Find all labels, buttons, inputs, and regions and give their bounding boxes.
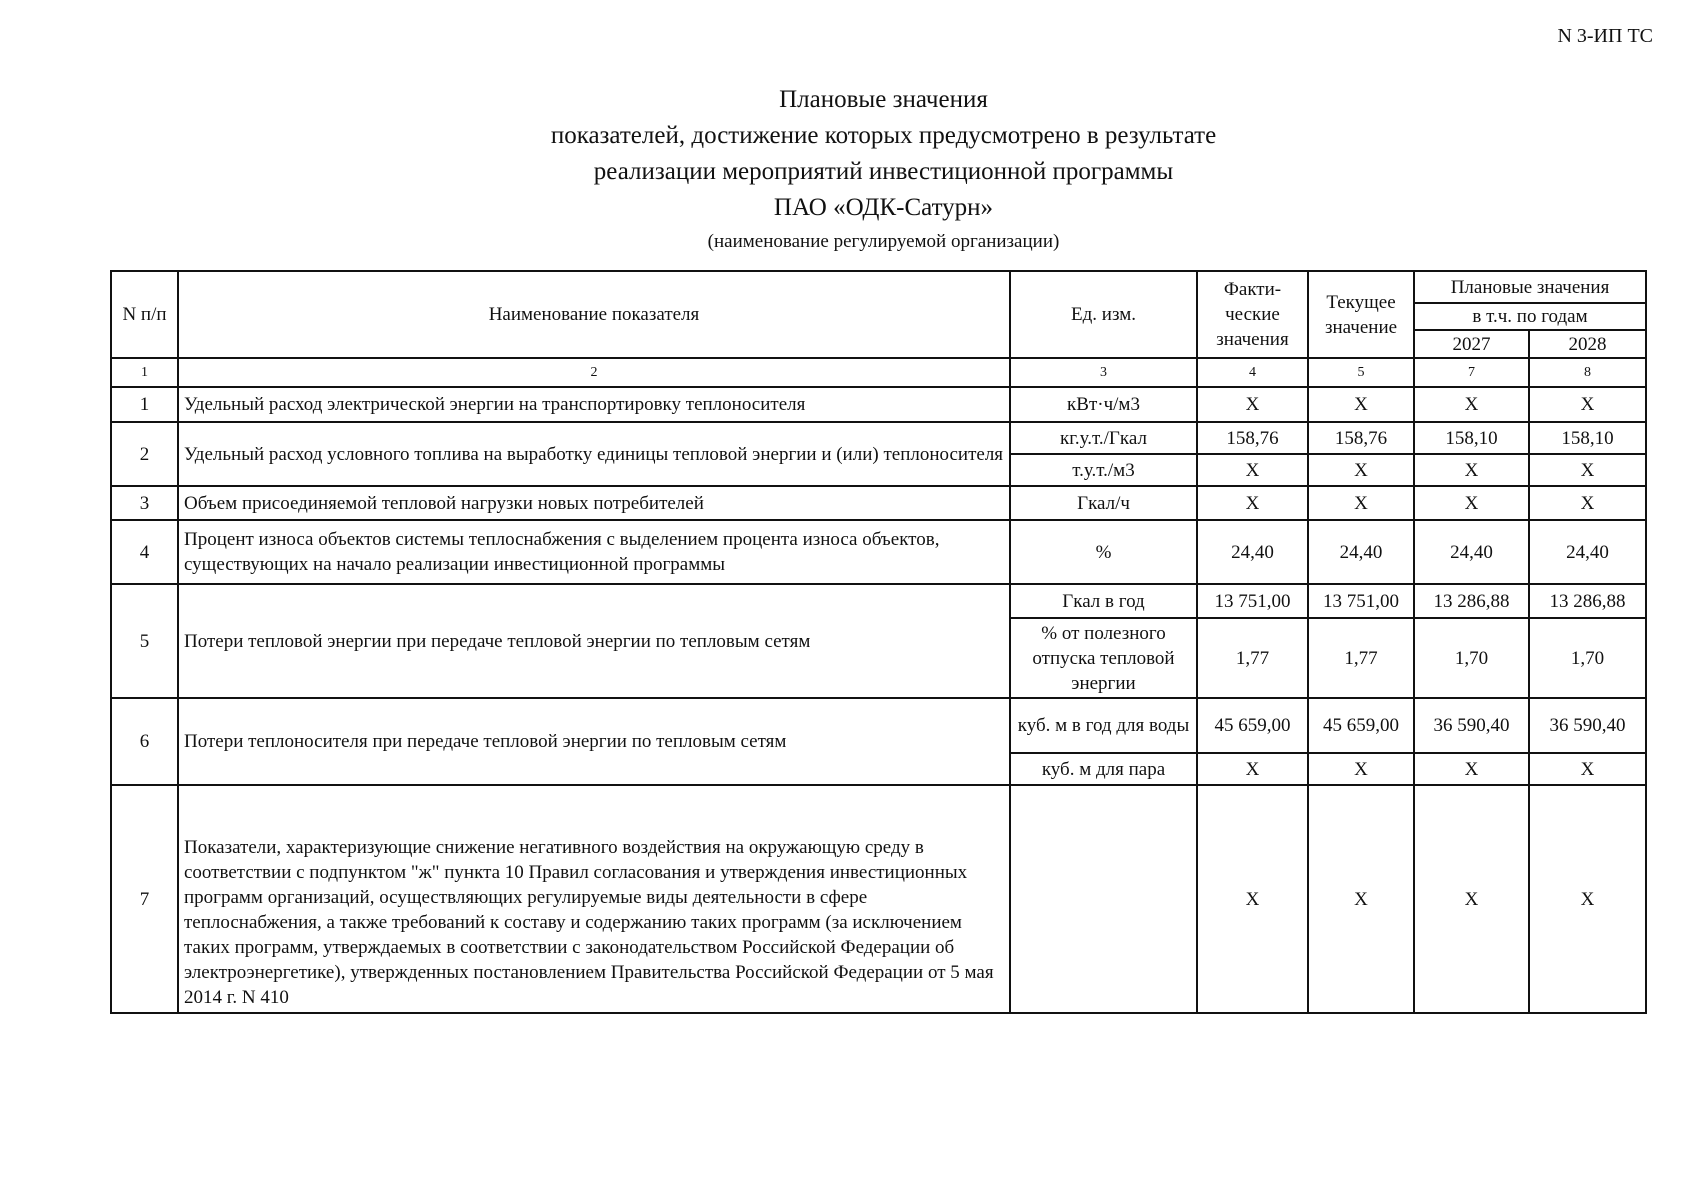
fact-value: 24,40	[1197, 520, 1308, 584]
fact-value: 45 659,00	[1197, 698, 1308, 753]
plan-2028-value: 1,70	[1529, 618, 1646, 698]
row-number: 2	[111, 422, 178, 486]
plan-2027-value: 13 286,88	[1414, 584, 1529, 618]
organization-name: ПАО «ОДК-Сатурн»	[773, 194, 994, 221]
current-value: 13 751,00	[1308, 584, 1414, 618]
fact-value: X	[1197, 387, 1308, 422]
title-line: Плановые значения	[779, 86, 988, 113]
organization-caption: (наименование регулируемой организации)	[707, 231, 1060, 252]
column-numbers-row	[111, 358, 1646, 387]
title-line: показателей, достижение которых предусмотрено в результате	[550, 122, 1217, 149]
plan-2028-value: 24,40	[1529, 520, 1646, 584]
plan-2027-value: X	[1414, 387, 1529, 422]
plan-2028-value: X	[1529, 454, 1646, 486]
row-number: 4	[111, 520, 178, 584]
row-number: 7	[111, 785, 178, 1013]
header-current: Текущее значение	[1308, 271, 1414, 358]
plan-2027-value: X	[1414, 454, 1529, 486]
form-code: N 3-ИП ТС	[1557, 25, 1653, 47]
header-year-2027: 2027	[1414, 330, 1529, 358]
header-name: Наименование показателя	[178, 271, 1010, 358]
header-unit: Ед. изм.	[1010, 271, 1197, 358]
unit-cell: куб. м для пара	[1010, 753, 1197, 785]
unit-cell: % от полезного отпуска тепловой энергии	[1010, 618, 1197, 698]
plan-2028-value: 36 590,40	[1529, 698, 1646, 753]
plan-2027-value: 1,70	[1414, 618, 1529, 698]
indicators-table	[110, 270, 1647, 1014]
plan-2028-value: 158,10	[1529, 422, 1646, 454]
current-value: X	[1308, 785, 1414, 1013]
unit-cell: кВт·ч/м3	[1010, 387, 1197, 422]
plan-2027-value: X	[1414, 785, 1529, 1013]
fact-value: X	[1197, 785, 1308, 1013]
plan-2028-value: X	[1529, 387, 1646, 422]
current-value: 1,77	[1308, 618, 1414, 698]
current-value: X	[1308, 454, 1414, 486]
title-line: реализации мероприятий инвестиционной программы	[593, 158, 1174, 185]
column-number: 8	[1529, 358, 1646, 387]
fact-value: 13 751,00	[1197, 584, 1308, 618]
column-number: 5	[1308, 358, 1414, 387]
table-row	[111, 698, 1646, 753]
column-number: 1	[111, 358, 178, 387]
column-number: 2	[178, 358, 1010, 387]
header-fact: Факти-ческие значения	[1197, 271, 1308, 358]
current-value: 45 659,00	[1308, 698, 1414, 753]
indicator-name: Показатели, характеризующие снижение негативного воздействия на окружающую среду в соответствии с подпунктом "ж" пункта 10 Правил согласования и утверждения инвестиционных программ организаций, осуществляющих регулируемые виды деятельности в сфере теплоснабжения, а также требований к составу и содержанию таких программ (за исключением таких программ, утверждаемых в соответствии с законодательством Российской Федерации об электроэнергетике), утвержденных постановлением Правительства Российской Федерации от 5 мая 2014 г. N 410	[178, 785, 1010, 1013]
table-row	[111, 486, 1646, 520]
current-value: 24,40	[1308, 520, 1414, 584]
indicator-name: Удельный расход электрической энергии на транспортировку теплоносителя	[178, 387, 1010, 422]
indicator-name: Объем присоединяемой тепловой нагрузки новых потребителей	[178, 486, 1010, 520]
unit-cell: кг.у.т./Гкал	[1010, 422, 1197, 454]
unit-cell: т.у.т./м3	[1010, 454, 1197, 486]
table-row	[111, 422, 1646, 454]
fact-value: 1,77	[1197, 618, 1308, 698]
header-num: N п/п	[111, 271, 178, 358]
row-number: 1	[111, 387, 178, 422]
header-planned: Плановые значения	[1414, 271, 1646, 303]
row-number: 3	[111, 486, 178, 520]
document-title	[0, 82, 1697, 253]
plan-2027-value: 36 590,40	[1414, 698, 1529, 753]
table-row	[111, 584, 1646, 618]
header-row	[111, 271, 1646, 303]
fact-value: 158,76	[1197, 422, 1308, 454]
fact-value: X	[1197, 454, 1308, 486]
table-row	[111, 520, 1646, 584]
indicator-name: Удельный расход условного топлива на выработку единицы тепловой энергии и (или) теплоносителя	[178, 422, 1010, 486]
header-year-2028: 2028	[1529, 330, 1646, 358]
indicator-name: Потери тепловой энергии при передаче тепловой энергии по тепловым сетям	[178, 584, 1010, 698]
column-number: 3	[1010, 358, 1197, 387]
fact-value: X	[1197, 753, 1308, 785]
plan-2028-value: X	[1529, 486, 1646, 520]
current-value: 158,76	[1308, 422, 1414, 454]
current-value: X	[1308, 753, 1414, 785]
plan-2028-value: 13 286,88	[1529, 584, 1646, 618]
indicator-name: Потери теплоносителя при передаче тепловой энергии по тепловым сетям	[178, 698, 1010, 785]
plan-2027-value: X	[1414, 486, 1529, 520]
fact-value: X	[1197, 486, 1308, 520]
plan-2027-value: 158,10	[1414, 422, 1529, 454]
row-number: 6	[111, 698, 178, 785]
unit-cell: Гкал/ч	[1010, 486, 1197, 520]
column-number: 7	[1414, 358, 1529, 387]
plan-2027-value: X	[1414, 753, 1529, 785]
indicator-name: Процент износа объектов системы теплоснабжения с выделением процента износа объектов, существующих на начало реализации инвестиционной программы	[178, 520, 1010, 584]
unit-cell: Гкал в год	[1010, 584, 1197, 618]
unit-cell: куб. м в год для воды	[1010, 698, 1197, 753]
table-row	[111, 387, 1646, 422]
plan-2027-value: 24,40	[1414, 520, 1529, 584]
header-by-years: в т.ч. по годам	[1414, 303, 1646, 330]
column-number: 4	[1197, 358, 1308, 387]
unit-cell: %	[1010, 520, 1197, 584]
row-number: 5	[111, 584, 178, 698]
unit-cell	[1010, 785, 1197, 1013]
plan-2028-value: X	[1529, 785, 1646, 1013]
current-value: X	[1308, 387, 1414, 422]
table-row	[111, 785, 1646, 1013]
current-value: X	[1308, 486, 1414, 520]
plan-2028-value: X	[1529, 753, 1646, 785]
